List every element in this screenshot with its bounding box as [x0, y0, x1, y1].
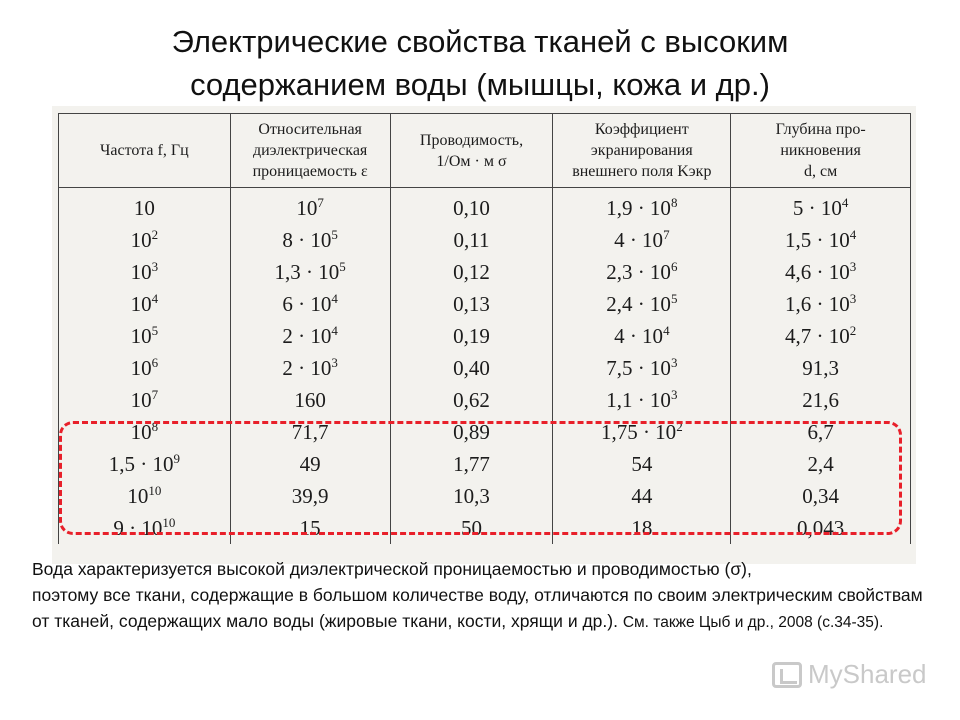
cell-base: 15: [299, 516, 321, 540]
column-header-line: диэлектрическая: [252, 142, 368, 159]
table-cell: [59, 224, 231, 256]
cell-base: 10: [130, 356, 152, 380]
cell-base: 4,6 · 10: [784, 260, 850, 284]
cell-base: 2 · 10: [282, 356, 332, 380]
table-row: [59, 320, 911, 352]
table-cell: [230, 352, 390, 384]
column-header-line: Частота f, Гц: [100, 142, 189, 159]
table-cell: [390, 352, 553, 384]
table-row: [59, 224, 911, 256]
cell-base: 10: [127, 484, 149, 508]
cell-base: 5 · 10: [792, 196, 842, 220]
cell-base: 0,62: [453, 388, 490, 412]
table-cell: [731, 288, 911, 320]
cell-base: 0,12: [453, 260, 490, 284]
cell-base: 10: [130, 292, 152, 316]
cell-base: 4,7 · 10: [784, 324, 850, 348]
cell-base: 6,7: [807, 420, 834, 444]
cell-base: 10: [130, 324, 152, 348]
column-header-3: [390, 114, 553, 188]
cell-exponent: 10: [162, 515, 176, 530]
table-cell: [390, 384, 553, 416]
cell-base: 10: [130, 260, 152, 284]
table-row: [59, 188, 911, 225]
table-cell: [390, 256, 553, 288]
cell-base: 2,4: [807, 452, 834, 476]
table-cell: [59, 352, 231, 384]
cell-base: 71,7: [291, 420, 329, 444]
cell-base: 2,3 · 10: [606, 260, 671, 284]
watermark-text: MyShared: [808, 659, 927, 689]
cell-base: 4 · 10: [614, 324, 664, 348]
caption-line-1: Вода характеризуется высокой диэлектрической проницаемостью и проводимостью (σ),: [32, 559, 752, 579]
table-cell: [230, 384, 390, 416]
table-header-row: [59, 114, 911, 188]
cell-exponent: 5: [151, 323, 159, 338]
cell-exponent: 5: [331, 227, 338, 242]
cell-exponent: 4: [663, 323, 670, 338]
table-cell: [731, 352, 911, 384]
cell-exponent: 2: [151, 227, 159, 242]
table-cell: [731, 320, 911, 352]
table-cell: [59, 256, 231, 288]
column-header-line: d, см: [803, 163, 838, 180]
cell-base: 0,10: [453, 196, 490, 220]
cell-base: 6 · 10: [282, 292, 332, 316]
cell-base: 7,5 · 10: [606, 356, 671, 380]
table-cell: [59, 384, 231, 416]
cell-exponent: 3: [849, 259, 857, 274]
cell-exponent: 5: [670, 291, 678, 306]
cell-base: 4 · 10: [614, 228, 664, 252]
cell-exponent: 3: [331, 355, 338, 370]
cell-exponent: 7: [663, 227, 670, 242]
cell-base: 9 · 10: [113, 516, 163, 540]
cell-exponent: 2: [676, 419, 683, 434]
cell-base: 0,89: [453, 420, 490, 444]
table-cell: [390, 320, 553, 352]
cell-exponent: 4: [841, 195, 849, 210]
cell-base: 2,4 · 10: [606, 292, 671, 316]
cell-base: 10: [130, 388, 152, 412]
cell-exponent: 3: [670, 387, 678, 402]
cell-exponent: 3: [670, 355, 678, 370]
cell-base: 1,6 · 10: [784, 292, 850, 316]
cell-exponent: 2: [849, 323, 857, 338]
slide-title-line-2: содержанием воды (мышцы, кожа и др.): [190, 67, 770, 102]
column-header-1: [59, 114, 231, 188]
table-cell: [553, 320, 731, 352]
cell-base: 1,77: [453, 452, 490, 476]
cell-base: 160: [294, 388, 326, 412]
cell-base: 0,19: [453, 324, 490, 348]
table-cell: [230, 188, 390, 225]
cell-base: 49: [299, 452, 321, 476]
cell-exponent: 3: [151, 259, 159, 274]
cell-base: 0,13: [453, 292, 490, 316]
column-header-line: никновения: [780, 142, 861, 159]
cell-base: 1,5 · 10: [784, 228, 850, 252]
cell-base: 1,3 · 10: [274, 260, 340, 284]
table-cell: [731, 188, 911, 225]
cell-base: 10: [296, 196, 318, 220]
cell-base: 44: [631, 484, 653, 508]
table-cell: [553, 224, 731, 256]
cell-base: 10,3: [453, 484, 490, 508]
table-row: [59, 384, 911, 416]
table-cell: [390, 188, 553, 225]
cell-base: 10: [133, 196, 155, 220]
slide-title: [0, 20, 960, 106]
cell-exponent: 8: [151, 419, 159, 434]
cell-exponent: 10: [148, 483, 162, 498]
cell-base: 0,043: [796, 516, 845, 540]
caption-text: поэтому все ткани, содержащие в большом количестве воду, отличаются по своим электрическим свойствам от тканей, содержащих мало воды (жировые ткани, кости, хрящи и др.).: [32, 585, 923, 631]
column-header-line: Относительная: [258, 121, 362, 138]
table-cell: [553, 288, 731, 320]
table-cell: [230, 256, 390, 288]
table-cell: [230, 288, 390, 320]
cell-exponent: 7: [317, 195, 324, 210]
cell-base: 1,75 · 10: [600, 420, 677, 444]
cell-base: 2 · 10: [282, 324, 332, 348]
column-header-line: экранирования: [590, 142, 693, 159]
slide-title-line-1: Электрические свойства тканей с высоким: [171, 24, 789, 59]
cell-exponent: 9: [173, 451, 180, 466]
table-cell: [731, 384, 911, 416]
cell-base: 91,3: [802, 356, 839, 380]
cell-exponent: 5: [339, 259, 346, 274]
cell-base: 54: [631, 452, 653, 476]
table-cell: [553, 256, 731, 288]
cell-base: 1,1 · 10: [606, 388, 671, 412]
table-cell: [59, 320, 231, 352]
table-cell: [59, 188, 231, 225]
highlight-dashed-frame: [59, 421, 902, 535]
cell-exponent: 4: [849, 227, 857, 242]
table-row: [59, 256, 911, 288]
column-header-line: проницаемость ε: [252, 163, 368, 180]
cell-base: 21,6: [802, 388, 839, 412]
table-cell: [553, 384, 731, 416]
cell-base: 18: [631, 516, 653, 540]
cell-exponent: 3: [849, 291, 857, 306]
table-row: [59, 352, 911, 384]
cell-base: 10: [130, 228, 152, 252]
column-header-2: [230, 114, 390, 188]
table-cell: [553, 188, 731, 225]
caption: [32, 556, 932, 636]
cell-base: 1,5 · 10: [108, 452, 174, 476]
cell-exponent: 4: [331, 323, 338, 338]
cell-exponent: 4: [331, 291, 338, 306]
cell-base: 50: [461, 516, 482, 540]
cell-base: 0,11: [453, 228, 490, 252]
cell-exponent: 4: [151, 291, 159, 306]
column-header-line: Коэффициент: [594, 121, 689, 138]
watermark: [772, 659, 927, 690]
presentation-screen-icon: [772, 662, 802, 688]
column-header-line: Проводимость,: [419, 131, 524, 149]
cell-base: 1,9 · 10: [606, 196, 671, 220]
column-header-5: [731, 114, 911, 188]
table-cell: [390, 288, 553, 320]
table-cell: [390, 224, 553, 256]
table-cell: [59, 288, 231, 320]
table-row: [59, 288, 911, 320]
cell-exponent: 8: [670, 195, 678, 210]
column-header-line: Глубина про-: [775, 121, 866, 138]
caption-line-2: [32, 582, 932, 636]
cell-base: 39,9: [291, 484, 329, 508]
table-cell: [731, 224, 911, 256]
cell-base: 0,34: [802, 484, 839, 508]
cell-exponent: 7: [151, 387, 159, 402]
table-cell: [731, 256, 911, 288]
cell-base: 10: [130, 420, 152, 444]
column-header-4: [553, 114, 731, 188]
column-header-line: внешнего поля Kэкр: [572, 163, 712, 180]
cell-base: 8 · 10: [282, 228, 332, 252]
cell-exponent: 6: [670, 259, 678, 274]
table-cell: [230, 320, 390, 352]
table-cell: [230, 224, 390, 256]
table-cell: [553, 352, 731, 384]
column-header-line: 1/Ом · м σ: [436, 152, 507, 170]
caption-reference: См. также Цыб и др., 2008 (с.34-35).: [622, 614, 884, 631]
cell-base: 0,40: [453, 356, 490, 380]
cell-exponent: 6: [151, 355, 159, 370]
